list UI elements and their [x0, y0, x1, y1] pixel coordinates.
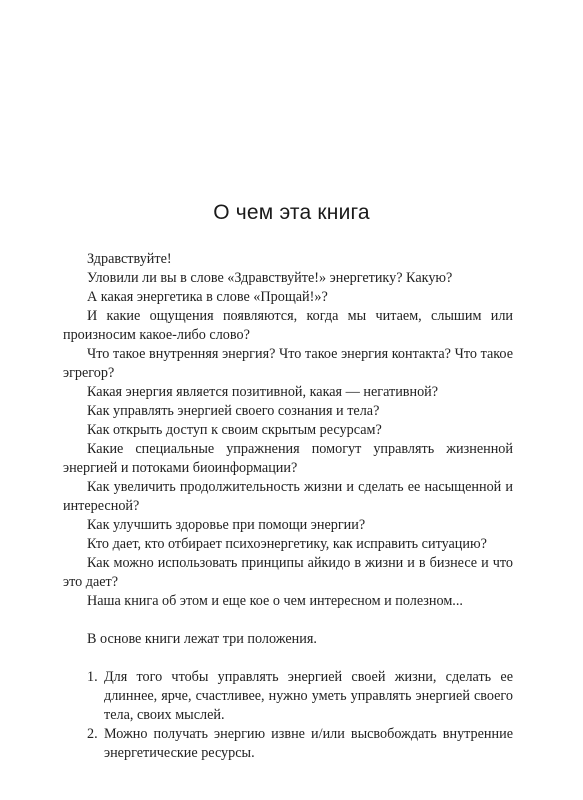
body-text	[63, 250, 513, 763]
spacer	[63, 611, 513, 630]
list-item-text: Можно получать энергию извне и/или высвобождать внутренние энергетические ресурсы.	[104, 726, 513, 761]
paragraph: Как управлять энергией своего сознания и тела?	[87, 403, 380, 419]
paragraph: Наша книга об этом и еще кое о чем интересном и полезном...	[87, 593, 463, 609]
numbered-list	[63, 668, 513, 763]
list-item-text: Для того чтобы управлять энергией своей жизни, сделать ее длиннее, ярче, счастливее, нужно уметь управлять энергией своего тела, своих мыслей.	[104, 669, 513, 723]
paragraph: Какая энергия является позитивной, какая — негативной?	[87, 384, 439, 400]
intro-paragraph: В основе книги лежат три положения.	[87, 631, 317, 647]
spacer	[63, 649, 513, 668]
list-item	[63, 725, 513, 763]
list-number: 1.	[87, 669, 98, 685]
paragraph: Как улучшить здоровье при помощи энергии?	[87, 517, 366, 533]
list-item	[63, 668, 513, 725]
paragraph: Что такое внутренняя энергия? Что такое энергия контакта? Что такое эгрегор?	[63, 346, 513, 381]
paragraph: Как можно использовать принципы айкидо в жизни и в бизнесе и что это дает?	[63, 555, 513, 590]
paragraph: Какие специальные упражнения помогут управлять жизненной энергией и потоками биоинформации?	[63, 441, 513, 476]
paragraph: Здравствуйте!	[87, 251, 172, 267]
paragraph: Уловили ли вы в слове «Здравствуйте!» энергетику? Какую?	[87, 270, 453, 286]
page-title: О чем эта книга	[213, 201, 370, 224]
paragraph: А какая энергетика в слове «Прощай!»?	[87, 289, 328, 305]
paragraph: И какие ощущения появляются, когда мы читаем, слышим или произносим какое-либо слово?	[63, 308, 513, 343]
list-number: 2.	[87, 726, 98, 742]
paragraph: Как увеличить продолжительность жизни и сделать ее насыщенной и интересной?	[63, 479, 513, 514]
paragraph: Как открыть доступ к своим скрытым ресурсам?	[87, 422, 382, 438]
paragraph: Кто дает, кто отбирает психоэнергетику, как исправить ситуацию?	[87, 536, 487, 552]
